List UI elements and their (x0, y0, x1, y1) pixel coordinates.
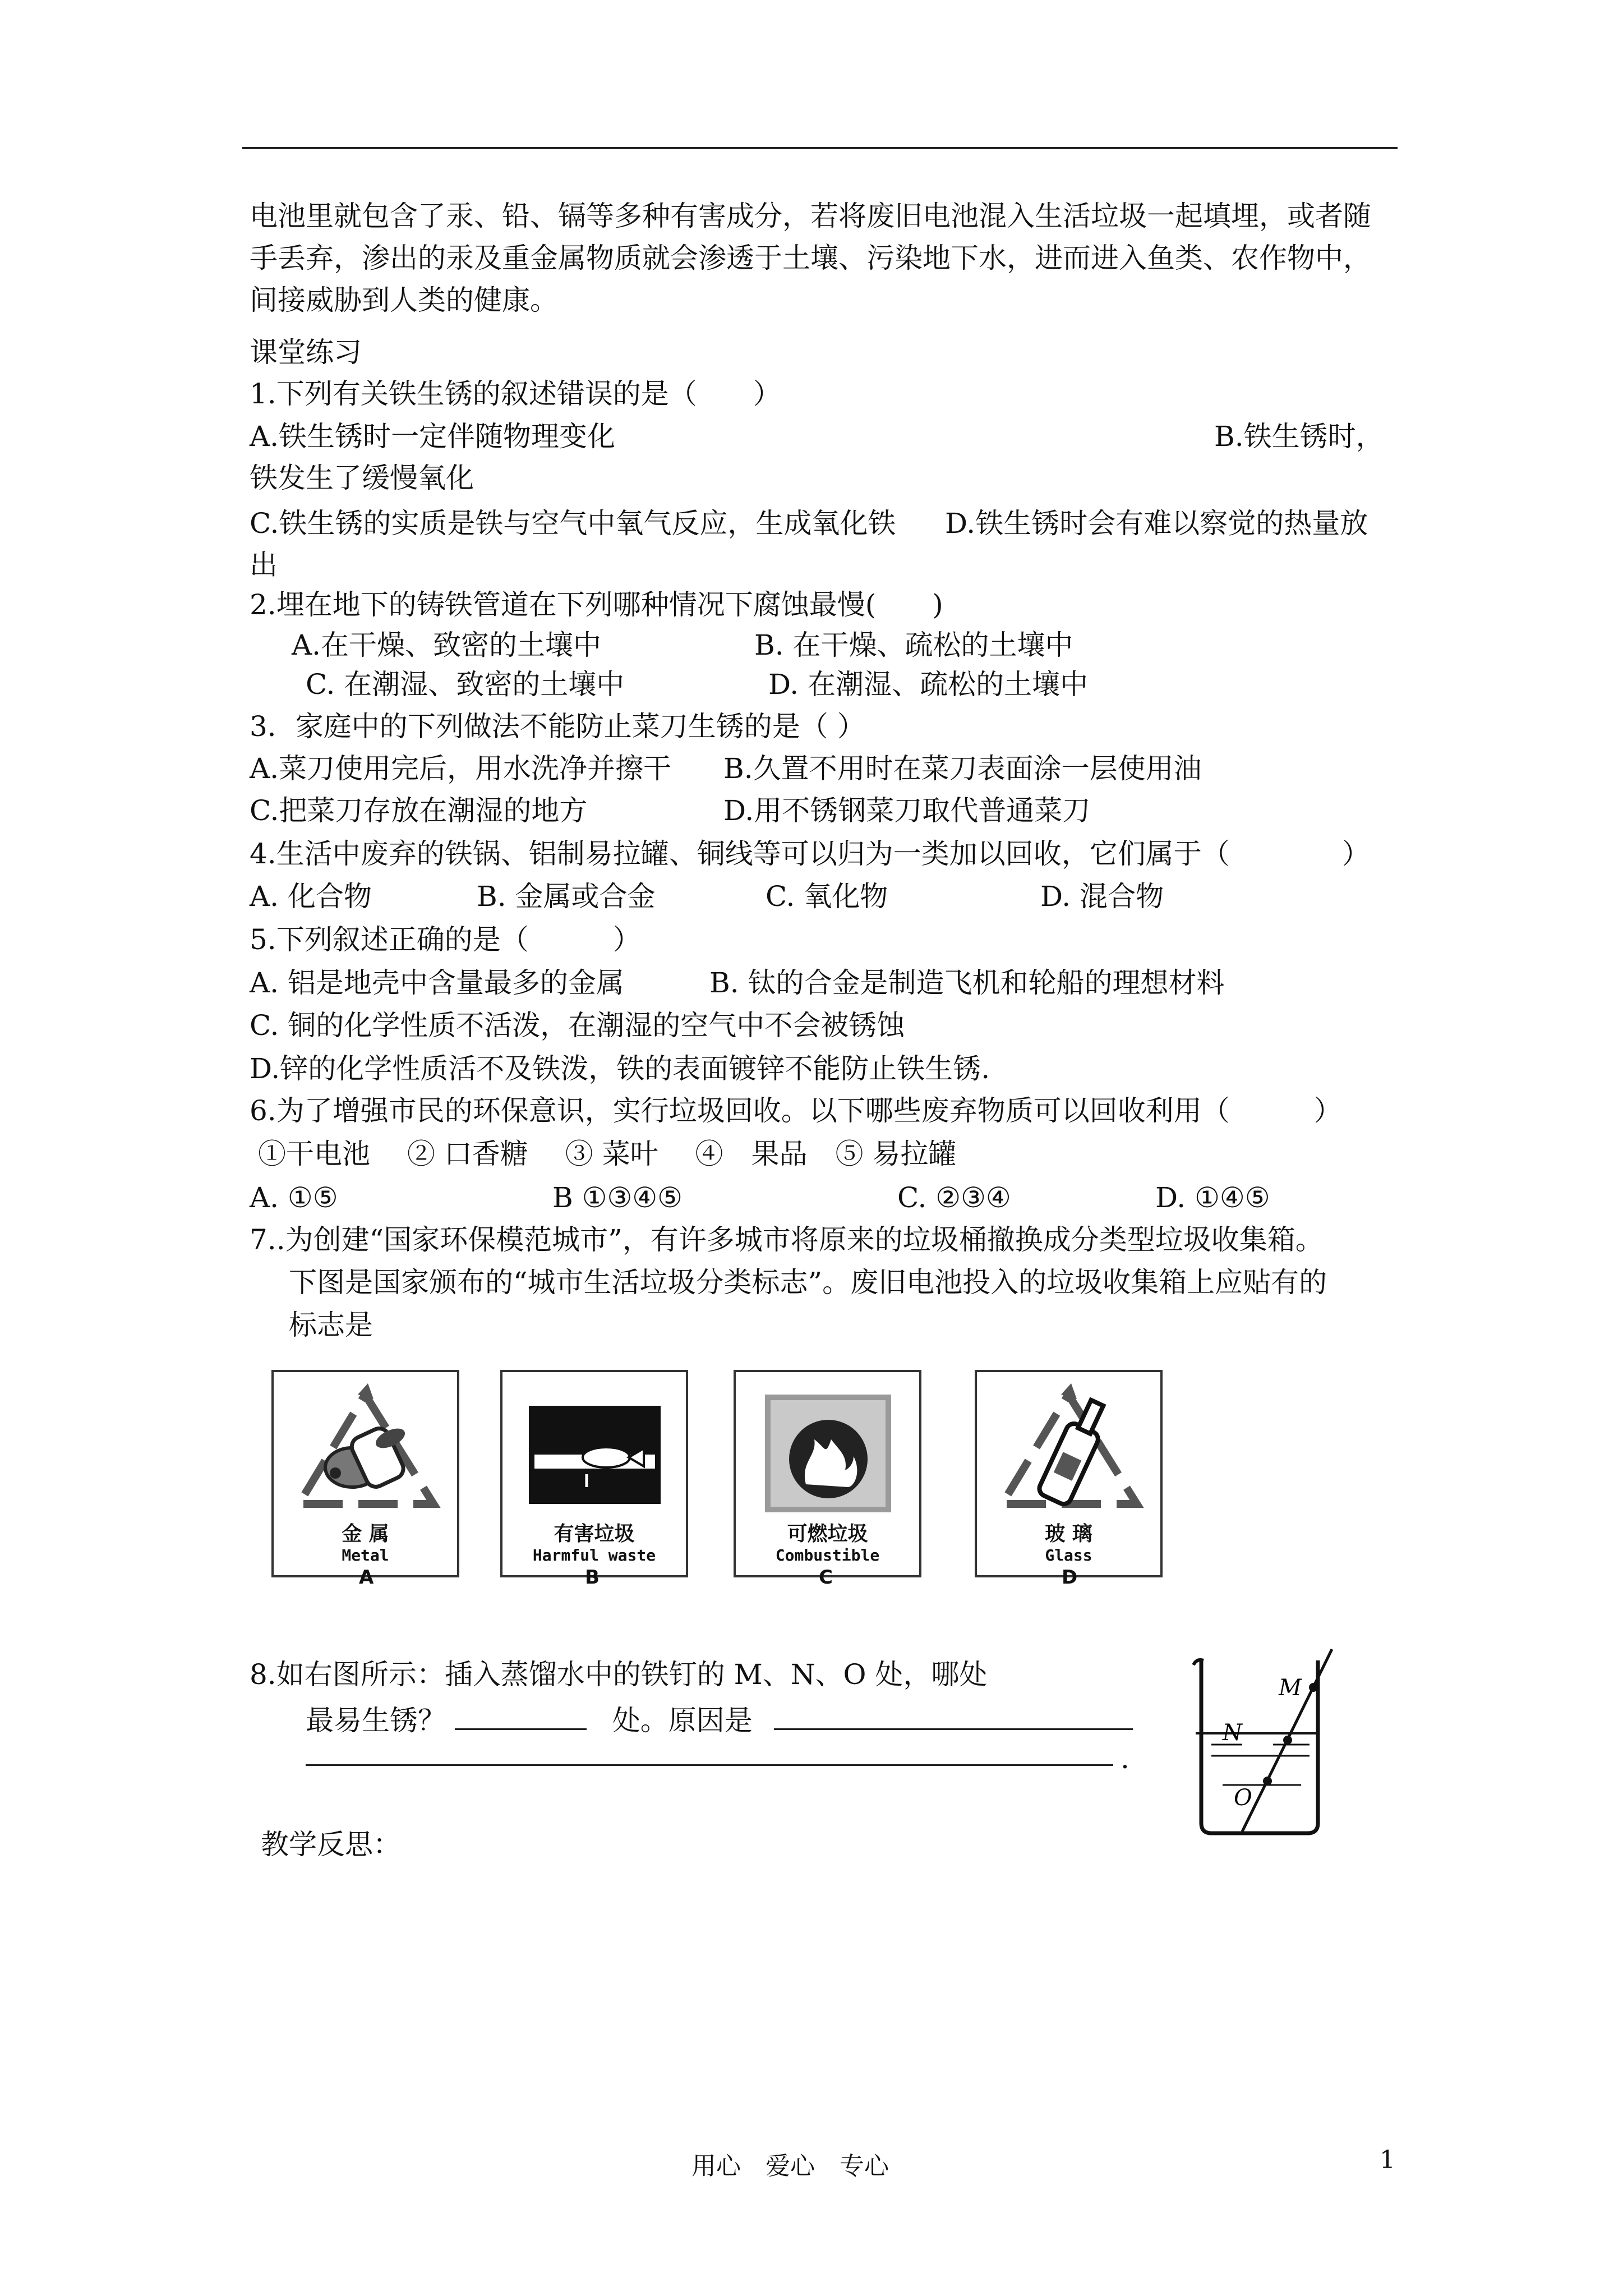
glass-recycle-icon (977, 1372, 1160, 1512)
q2-option-b: B. 在干燥、疏松的土壤中 (754, 629, 1073, 661)
label-n: N (1223, 1720, 1242, 1746)
sign-combustible (734, 1370, 921, 1577)
q6-option-c: C. ②③④ (897, 1181, 1011, 1214)
sign-harmful-zh: 有害垃圾 (554, 1522, 635, 1545)
q4-option-a: A. 化合物 (250, 880, 372, 913)
point-o (1263, 1777, 1272, 1786)
sign-metal-zh: 金 属 (342, 1522, 389, 1545)
sign-metal-en: Metal (342, 1546, 389, 1565)
sign-combustible-en: Combustible (775, 1546, 880, 1565)
combustible-icon (736, 1372, 919, 1512)
q6-stem: 6.为了增强市民的环保意识，实行垃圾回收。以下哪些废弃物质可以回收利用（ ） (250, 1094, 1342, 1127)
sign-harmful-waste (500, 1370, 688, 1577)
q8-location-blank[interactable] (455, 1703, 587, 1730)
q7-line-1: 7..为创建“国家环保模范城市”，有许多城市将原来的垃圾桶撤换成分类型垃圾收集箱。 (250, 1223, 1324, 1256)
q5-option-a: A. 铝是地壳中含量最多的金属 (250, 967, 624, 999)
q8-question: 最易生锈？ (306, 1704, 446, 1737)
harmful-waste-icon (502, 1372, 686, 1512)
q2-option-d: D. 在潮湿、疏松的土壤中 (768, 668, 1089, 701)
label-m: M (1279, 1675, 1302, 1701)
q1-option-b: B.铁生锈时， (1214, 420, 1384, 453)
q8-line-1: 8.如右图所示：插入蒸馏水中的铁钉的 M、N、O 处，哪处 (250, 1658, 988, 1691)
reflection-label: 教学反思： (261, 1828, 401, 1861)
beaker-nail-diagram (1189, 1644, 1357, 1840)
q1-option-b-cont: 铁发生了缓慢氧化 (250, 462, 474, 494)
q5-stem: 5.下列叙述正确的是（ ） (250, 923, 641, 956)
q8-period: . (1121, 1742, 1129, 1775)
q5-option-c: C. 铜的化学性质不活泼，在潮湿的空气中不会被锈蚀 (250, 1009, 905, 1042)
sign-harmful-en: Harmful waste (532, 1546, 656, 1565)
point-m (1309, 1683, 1318, 1692)
sign-label-d: D (1062, 1566, 1078, 1589)
q6-items: ①干电池 ② 口香糖 ③ 菜叶 ④ 果品 ⑤ 易拉罐 (258, 1138, 957, 1170)
sign-glass (975, 1370, 1163, 1577)
q8-line-2 (306, 1703, 1133, 1737)
q2-stem: 2.埋在地下的铸铁管道在下列哪种情况下腐蚀最慢( ) (250, 588, 943, 621)
header-rule (242, 147, 1398, 149)
q1-option-d: D.铁生锈时会有难以察觉的热量放 (945, 507, 1368, 540)
q8-reason-blank[interactable] (774, 1703, 1133, 1730)
sign-label-c: C (819, 1566, 833, 1589)
q3-option-d: D.用不锈钢菜刀取代普通菜刀 (723, 794, 1091, 827)
q1-option-a: A.铁生锈时一定伴随物理变化 (250, 420, 616, 453)
q6-option-d: D. ①④⑤ (1155, 1181, 1270, 1214)
q5-option-b: B. 钛的合金是制造飞机和轮船的理想材料 (709, 967, 1225, 999)
sign-glass-zh: 玻 璃 (1045, 1522, 1092, 1545)
q2-option-a: A.在干燥、致密的土壤中 (292, 629, 602, 661)
sign-label-b: B (585, 1566, 600, 1589)
q7-line-2: 下图是国家颁布的“城市生活垃圾分类标志”。废旧电池投入的垃圾收集箱上应贴有的 (289, 1266, 1327, 1299)
q2-option-c: C. 在潮湿、致密的土壤中 (306, 668, 625, 701)
q3-stem: 3．家庭中的下列做法不能防止菜刀生锈的是（ ） (250, 710, 865, 743)
q8-reason-prompt: 处。原因是 (612, 1704, 753, 1737)
sign-metal (271, 1370, 459, 1577)
sign-combustible-zh: 可燃垃圾 (787, 1522, 868, 1545)
point-n (1283, 1736, 1292, 1745)
sign-label-a: A (359, 1566, 374, 1589)
q3-option-b: B.久置不用时在菜刀表面涂一层使用油 (723, 752, 1202, 785)
intro-line-1: 电池里就包含了汞、铅、镉等多种有害成分，若将废旧电池混入生活垃圾一起填埋，或者随 (250, 200, 1371, 232)
q6-option-b: B ①③④⑤ (552, 1181, 683, 1214)
q7-line-3: 标志是 (289, 1309, 373, 1341)
label-o: O (1234, 1785, 1252, 1811)
q4-stem: 4.生活中废弃的铁锅、铝制易拉罐、铜线等可以归为一类加以回收，它们属于（ ） (250, 838, 1370, 870)
q4-option-c: C. 氧化物 (766, 880, 888, 913)
q3-option-a: A.菜刀使用完后，用水洗净并擦干 (250, 752, 672, 785)
q5-option-d: D.锌的化学性质活不及铁泼，铁的表面镀锌不能防止铁生锈. (250, 1052, 990, 1085)
intro-line-3: 间接威胁到人类的健康。 (250, 284, 558, 316)
q1-option-c: C.铁生锈的实质是铁与空气中氧气反应，生成氧化铁 (250, 507, 896, 540)
q1-option-d-cont: 出 (250, 549, 278, 581)
q8-reason-blank-line-2[interactable] (306, 1764, 1113, 1766)
q1-stem: 1.下列有关铁生锈的叙述错误的是（ ） (250, 378, 781, 410)
footer-motto: 用心 爱心 专心 (691, 2152, 889, 2180)
intro-line-2: 手丢弃，渗出的汞及重金属物质就会渗透于土壤、污染地下水，进而进入鱼类、农作物中， (250, 242, 1371, 274)
q4-option-d: D. 混合物 (1040, 880, 1164, 913)
page-number: 1 (1380, 2146, 1395, 2174)
metal-recycle-icon (274, 1372, 457, 1512)
q6-option-a: A. ①⑤ (250, 1181, 338, 1214)
q3-option-c: C.把菜刀存放在潮湿的地方 (250, 794, 588, 827)
section-title: 课堂练习 (250, 336, 362, 369)
sign-glass-en: Glass (1045, 1546, 1092, 1565)
q4-option-b: B. 金属或合金 (477, 880, 656, 913)
